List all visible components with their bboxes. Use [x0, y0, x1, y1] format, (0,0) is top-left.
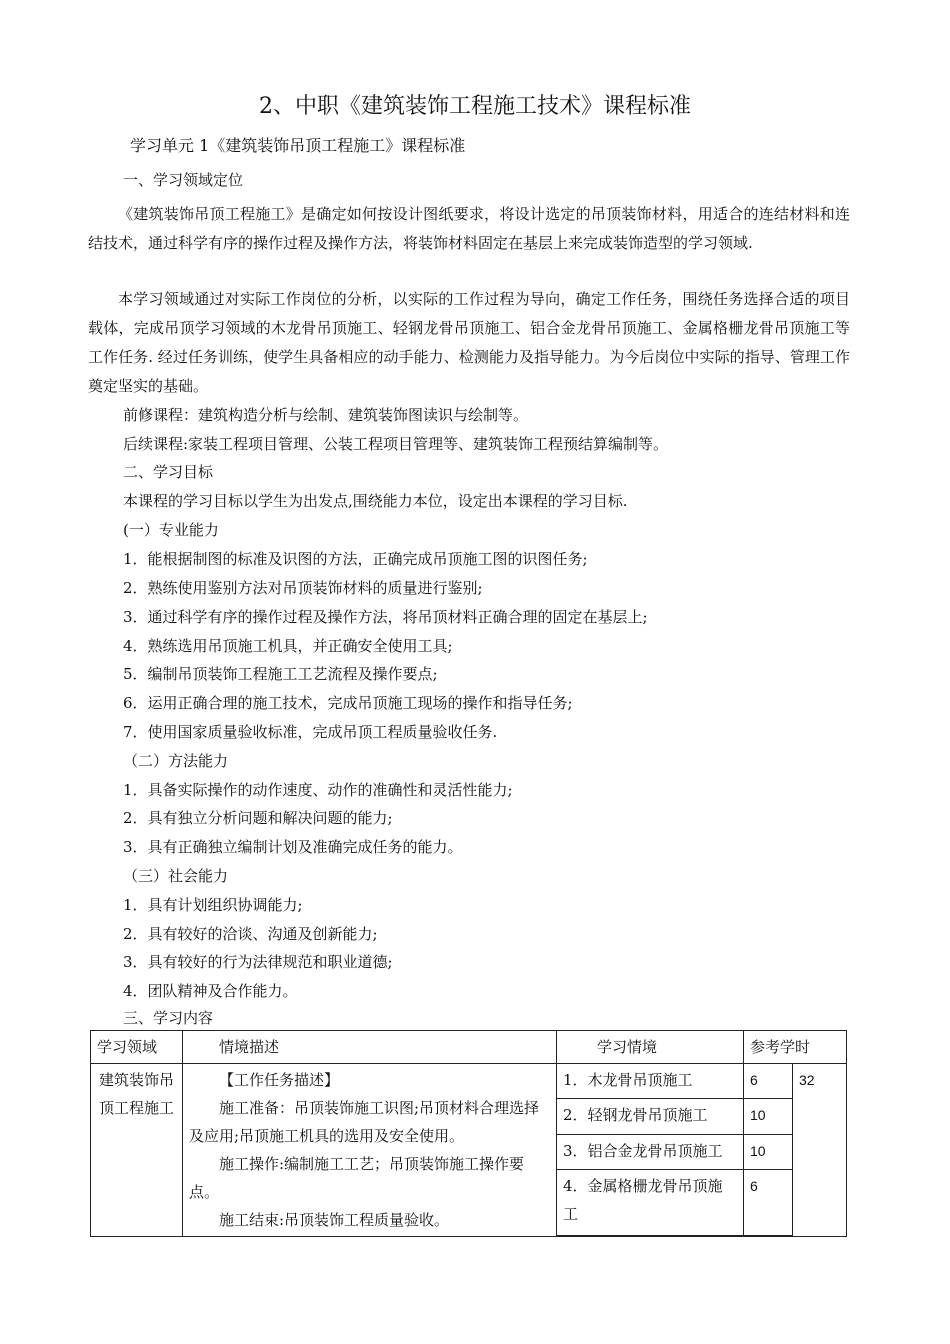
section-2-heading: 二、学习目标	[123, 463, 214, 481]
paragraph-2: 本学习领域通过对实际工作岗位的分析，以实际的工作过程为导向，确定工作任务，围绕任务选择合适的项目载体，完成吊顶学习领域的木龙骨吊顶施工、轻钢龙骨吊顶施工、铝合金龙骨吊顶施工、金属格栅龙骨吊顶施工等工作任务. 经过任务训练，使学生具备相应的动手能力、检测能力及指导能力。为今后岗位中实际的指导、管理工作奠定坚实的基础。	[88, 290, 850, 395]
list-item: 1．具备实际操作的动作速度、动作的准确性和灵活性能力;	[123, 781, 513, 799]
section-1-heading: 一、学习领域定位	[123, 171, 244, 189]
list-item: 1．具有计划组织协调能力;	[123, 896, 303, 914]
table-header-row	[91, 1031, 847, 1064]
list-item: 6．运用正确合理的施工技术，完成吊顶施工现场的操作和指导任务;	[123, 694, 573, 712]
list-item: 3．具有正确独立编制计划及准确完成任务的能力。	[123, 838, 463, 856]
list-item: 4．熟练选用吊顶施工机具，并正确安全使用工具;	[123, 637, 453, 655]
description-line: 施工准备：吊顶装饰施工识图;吊顶材料合理选择及应用;吊顶施工机具的选用及安全使用。	[189, 1099, 540, 1145]
hours-cell: 6	[744, 1064, 793, 1099]
description-line: 施工结束:吊顶装饰工程质量验收。	[219, 1211, 450, 1229]
paragraph-1: 《建筑装饰吊顶工程施工》是确定如何按设计图纸要求，将设计选定的吊顶装饰材料，用适合的连结材料和连结技术，通过科学有序的操作过程及操作方法，将装饰材料固定在基层上来完成装饰造型的学习领域.	[88, 205, 850, 252]
list-item: 5．编制吊顶装饰工程施工工艺流程及操作要点;	[123, 665, 438, 683]
table-header-cell: 学习领域	[91, 1031, 183, 1064]
table-header-cell: 参考学时	[744, 1031, 847, 1064]
description-line: 施工操作:编制施工工艺；吊顶装饰施工操作要点。	[189, 1155, 525, 1201]
list-item: 2．具有较好的洽谈、沟通及创新能力;	[123, 925, 378, 943]
prerequisite-courses: 前修课程：建筑构造分析与绘制、建筑装饰图读识与绘制等。	[123, 406, 529, 424]
situation-description-cell	[183, 1064, 557, 1237]
learning-situation-cell: 2．轻钢龙骨吊顶施工	[557, 1099, 744, 1134]
hours-cell: 10	[744, 1134, 793, 1169]
social-ability-heading: （三）社会能力	[123, 867, 229, 885]
unit-subtitle: 学习单元 1《建筑装饰吊顶工程施工》课程标准	[130, 136, 466, 155]
hours-cell: 6	[744, 1170, 793, 1236]
list-item: 4．团队精神及合作能力。	[123, 982, 298, 1000]
table-header-cell: 学习情境	[557, 1031, 744, 1064]
learning-content-table	[90, 1030, 847, 1237]
list-item: 7．使用国家质量验收标准，完成吊顶工程质量验收任务.	[123, 723, 498, 741]
list-item: 2．具有独立分析问题和解决问题的能力;	[123, 809, 393, 827]
spacer-cell	[557, 1236, 744, 1237]
hours-cell: 10	[744, 1099, 793, 1134]
learning-situation-cell: 3．铝合金龙骨吊顶施工	[557, 1134, 744, 1169]
section-3-heading: 三、学习内容	[123, 1009, 214, 1027]
description-title: 【工作任务描述】	[219, 1071, 340, 1089]
follow-up-courses: 后续课程:家装工程项目管理、公装工程项目管理等、建筑装饰工程预结算编制等。	[123, 435, 669, 453]
list-item: 3．通过科学有序的操作过程及操作方法，将吊顶材料正确合理的固定在基层上;	[123, 608, 648, 626]
learning-domain-cell: 建筑装饰吊顶工程施工	[91, 1064, 183, 1237]
list-item: 2．熟练使用鉴别方法对吊顶装饰材料的质量进行鉴别;	[123, 579, 483, 597]
learning-situation-cell: 1．木龙骨吊顶施工	[557, 1064, 744, 1099]
professional-ability-heading: (一）专业能力	[123, 521, 219, 539]
table-header-cell: 情境描述	[183, 1031, 557, 1064]
section-2-intro: 本课程的学习目标以学生为出发点,围绕能力本位，设定出本课程的学习目标.	[123, 492, 628, 510]
table-row	[91, 1064, 847, 1099]
spacer-cell	[744, 1236, 793, 1237]
learning-situation-cell: 4．金属格栅龙骨吊顶施工	[557, 1170, 744, 1236]
method-ability-heading: （二）方法能力	[123, 752, 229, 770]
document-title: 2、中职《建筑装饰工程施工技术》课程标准	[259, 94, 691, 119]
total-hours-cell: 32	[793, 1064, 847, 1237]
list-item: 1．能根据制图的标准及识图的方法，正确完成吊顶施工图的识图任务;	[123, 550, 588, 568]
list-item: 3．具有较好的行为法律规范和职业道德;	[123, 953, 393, 971]
